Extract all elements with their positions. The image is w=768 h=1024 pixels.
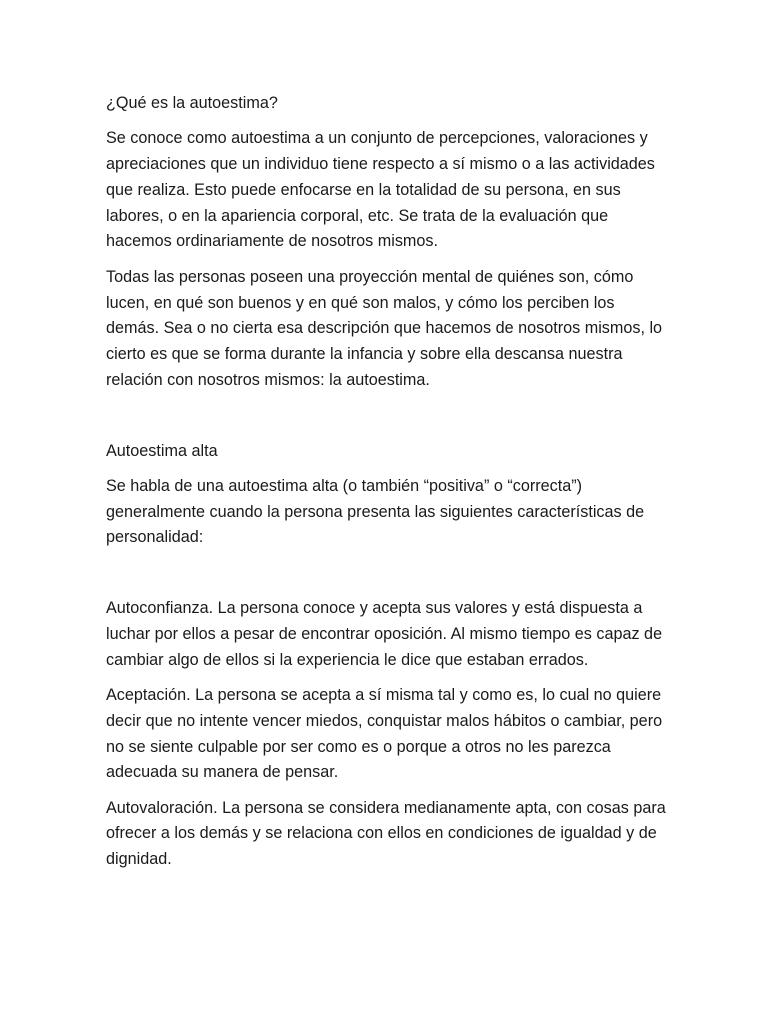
document-body [106,91,666,883]
blank-line [106,561,666,587]
paragraph-autoestima-alta-intro: Se habla de una autoestima alta (o también “positiva” o “correcta”) generalmente cuando la persona presenta las siguientes características de personalidad: [106,476,645,547]
characteristic-autovaloracion: Autovaloración. La persona se considera medianamente apta, con cosas para ofrecer a los demás y se relaciona con ellos en condiciones de igualdad y de dignidad. [106,798,666,869]
section-heading-que-es-autoestima: ¿Qué es la autoestima? [106,94,278,112]
paragraph-definition: Se conoce como autoestima a un conjunto de percepciones, valoraciones y apreciaciones que un individuo tiene respecto a sí mismo o a las actividades que realiza. Esto puede enfocarse en la totalidad de su persona, en sus labores, o en la apariencia corporal, etc. Se trata de la evaluación que hacemos ordinariamente de nosotros mismos. [106,129,655,251]
characteristic-aceptacion: Aceptación. La persona se acepta a sí misma tal y como es, lo cual no quiere decir que no intente vencer miedos, conquistar malos hábitos o cambiar, pero no se siente culpable por ser como es o porque a otros no les parezca adecuada su manera de pensar. [106,685,663,782]
blank-line [106,403,666,429]
characteristic-autoconfianza: Autoconfianza. La persona conoce y acepta sus valores y está dispuesta a luchar por ellos a pesar de encontrar oposición. Al mismo tiempo es capaz de cambiar algo de ellos si la experiencia le dice que estaban errados. [106,599,663,669]
paragraph-mental-projection: Todas las personas poseen una proyección mental de quiénes son, cómo lucen, en qué son buenos y en qué son malos, y cómo los perciben los demás. Sea o no cierta esa descripción que hacemos de nosotros mismos, lo cierto es que se forma durante la infancia y sobre ella descansa nuestra relación con nosotros mismos: la autoestima. [106,267,663,389]
section-heading-autoestima-alta: Autoestima alta [106,441,218,460]
